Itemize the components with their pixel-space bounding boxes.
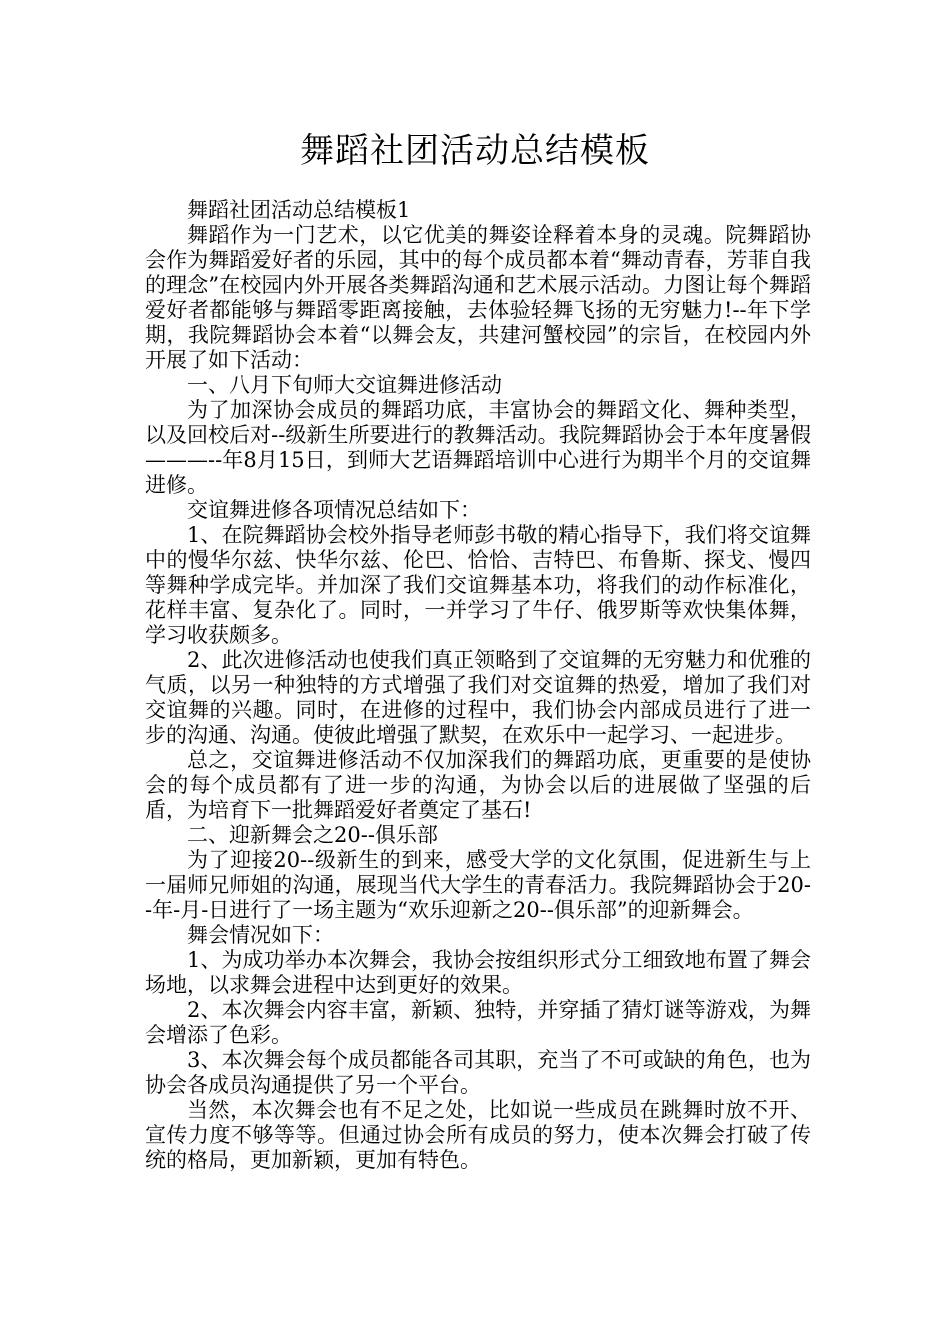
- paragraph: 3、本次舞会每个成员都能各司其职，充当了不可或缺的角色，也为协会各成员沟通提供了另一个平台。: [145, 1048, 811, 1097]
- document-title: 舞蹈社团活动总结模板: [300, 131, 650, 171]
- paragraph: 舞蹈社团活动总结模板1: [187, 198, 411, 222]
- paragraph: 舞会情况如下：: [187, 923, 334, 947]
- document-body: [145, 198, 811, 1173]
- paragraph: 2、本次舞会内容丰富，新颖、独特，并穿插了猜灯谜等游戏，为舞会增添了色彩。: [145, 998, 811, 1047]
- section-heading: 一、八月下旬师大交谊舞进修活动: [187, 373, 502, 397]
- paragraph: 当然，本次舞会也有不足之处，比如说一些成员在跳舞时放不开、宣传力度不够等等。但通过协会所有成员的努力，使本次舞会打破了传统的格局，更加新颖，更加有特色。: [145, 1098, 811, 1172]
- paragraph: 交谊舞进修各项情况总结如下：: [187, 498, 481, 522]
- paragraph: 为了迎接20--级新生的到来，感受大学的文化氛围，促进新生与上一届师兄师姐的沟通，展现当代大学生的青春活力。我院舞蹈协会于20--年-月-日进行了一场主题为“欢乐迎新之20--俱乐部”的迎新舞会。: [145, 848, 811, 922]
- paragraph: 为了加深协会成员的舞蹈功底，丰富协会的舞蹈文化、舞种类型，以及回校后对--级新生所要进行的教舞活动。我院舞蹈协会于本年度暑假———--年8月15日，到师大艺语舞蹈培训中心进行为期半个月的交谊舞进修。: [145, 398, 811, 497]
- paragraph: 1、在院舞蹈协会校外指导老师彭书敬的精心指导下，我们将交谊舞中的慢华尔兹、快华尔兹、伦巴、恰恰、吉特巴、布鲁斯、探戈、慢四等舞种学成完毕。并加深了我们交谊舞基本功，将我们的动作标准化，花样丰富、复杂化了。同时，一并学习了牛仔、俄罗斯等欢快集体舞，学习收获颇多。: [145, 523, 811, 647]
- paragraph: 2、此次进修活动也使我们真正领略到了交谊舞的无穷魅力和优雅的气质，以另一种独特的方式增强了我们对交谊舞的热爱，增加了我们对交谊舞的兴趣。同时，在进修的过程中，我们协会内部成员进行了进一步的沟通、沟通。使彼此增强了默契，在欢乐中一起学习、一起进步。: [145, 648, 811, 747]
- section-heading: 二、迎新舞会之20--俱乐部: [187, 823, 438, 847]
- paragraph: 舞蹈作为一门艺术，以它优美的舞姿诠释着本身的灵魂。院舞蹈协会作为舞蹈爱好者的乐园，其中的每个成员都本着“舞动青春，芳菲自我的理念”在校园内外开展各类舞蹈沟通和艺术展示活动。力图让每个舞蹈爱好者都能够与舞蹈零距离接触，去体验轻舞飞扬的无穷魅力!--年下学期，我院舞蹈协会本着“以舞会友，共建河蟹校园”的宗旨，在校园内外开展了如下活动：: [145, 223, 811, 372]
- paragraph: 1、为成功举办本次舞会，我协会按组织形式分工细致地布置了舞会场地，以求舞会进程中达到更好的效果。: [145, 948, 811, 997]
- paragraph: 总之，交谊舞进修活动不仅加深我们的舞蹈功底，更重要的是使协会的每个成员都有了进一步的沟通，为协会以后的进展做了坚强的后盾，为培育下一批舞蹈爱好者奠定了基石!: [145, 748, 811, 822]
